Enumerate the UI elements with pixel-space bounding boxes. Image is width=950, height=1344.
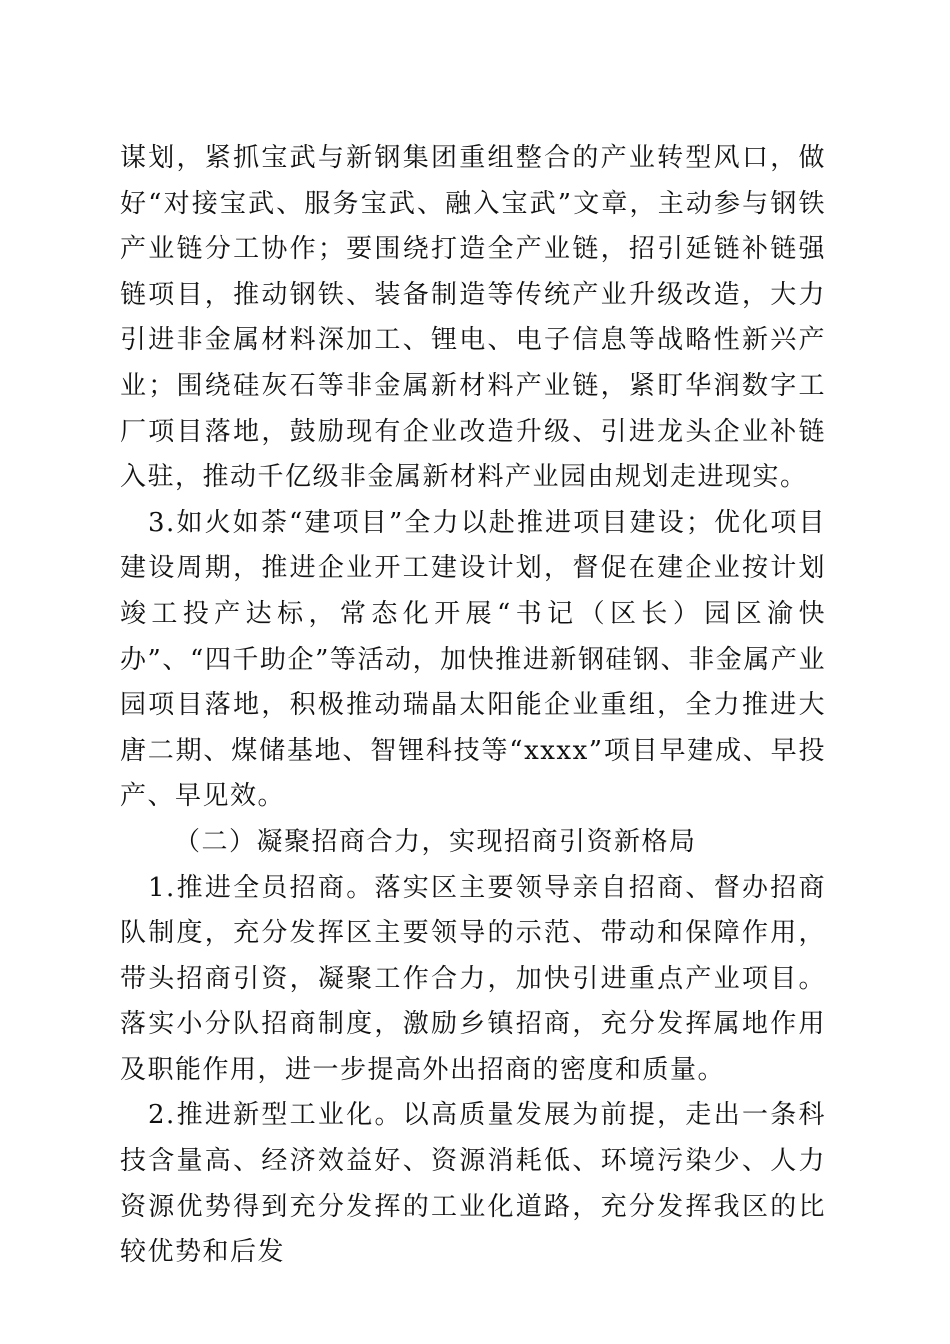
- paragraph-item-1-all-staff-investment: 1.推进全员招商。落实区主要领导亲自招商、督办招商队制度，充分发挥区主要领导的示范、带动和保障作用，带头招商引资，凝聚工作合力，加快引进重点产业项目。落实小分队招商制度，激励乡镇招商，充分发挥属地作用及职能作用，进一步提高外出招商的密度和质量。: [120, 872, 826, 1085]
- paragraph-item-3-build-projects: 3.如火如荼“建项目”全力以赴推进项目建设；优化项目建设周期，推进企业开工建设计划，督促在建企业按计划竣工投产达标，常态化开展“书记（区长）园区渝快办”、“四千助企”等活动，加快推进新钢硅钢、非金属产业园项目落地，积极推动瑞晶太阳能企业重组，全力推进大唐二期、煤储基地、智锂科技等“xxxx”项目早建成、早投产、早见效。: [120, 507, 826, 812]
- section-heading-2: （二）凝聚招商合力，实现招商引资新格局: [174, 826, 697, 857]
- paragraph-continuation: 谋划，紧抓宝武与新钢集团重组整合的产业转型风口，做好“对接宝武、服务宝武、融入宝武”文章，主动参与钢铁产业链分工协作；要围绕打造全产业链，招引延链补链强链项目，推动钢铁、装备制造等传统产业升级改造，大力引进非金属材料深加工、锂电、电子信息等战略性新兴产业；围绕硅灰石等非金属新材料产业链，紧盯华润数字工厂项目落地，鼓励现有企业改造升级、引进龙头企业补链入驻，推动千亿级非金属新材料产业园由规划走进现实。: [120, 143, 826, 493]
- document-body: [120, 136, 826, 1276]
- paragraph-item-2-new-industrialization: 2.推进新型工业化。以高质量发展为前提，走出一条科技含量高、经济效益好、资源消耗低、环境污染少、人力资源优势得到充分发挥的工业化道路，充分发挥我区的比较优势和后发: [120, 1100, 826, 1268]
